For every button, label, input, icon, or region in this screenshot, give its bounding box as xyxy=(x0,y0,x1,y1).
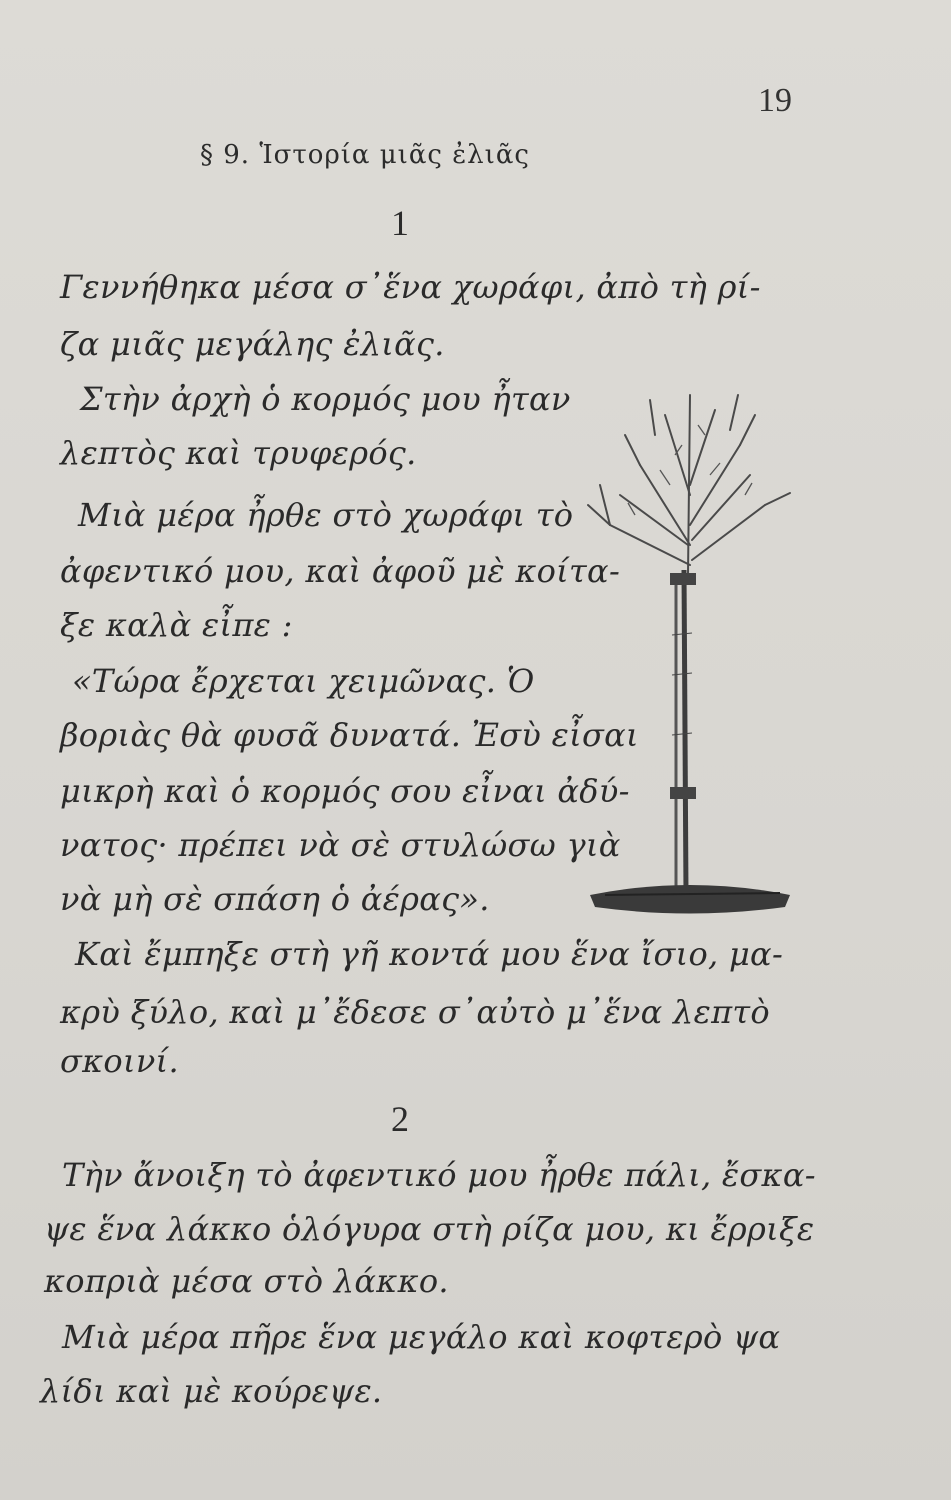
text-line: Καὶ ἔμπηξε στὴ γῆ κοντά μου ἕνα ἴσιο, μα- xyxy=(75,935,784,973)
text-line: Τὴν ἄνοιξη τὸ ἀφεντικό μου ἦρθε πάλι, ἔσκα- xyxy=(62,1156,816,1194)
text-line: ξε καλὰ εἶπε : xyxy=(60,606,293,644)
text-line: ἀφεντικό μου, καὶ ἀφοῦ μὲ κοίτα- xyxy=(60,552,621,590)
text-line: λίδι καὶ μὲ κούρεψε. xyxy=(40,1372,383,1410)
text-line: νατος· πρέπει νὰ σὲ στυλώσω γιὰ xyxy=(60,826,621,864)
page-number: 19 xyxy=(758,82,792,119)
text-line: μικρὴ καὶ ὁ κορμός σου εἶναι ἀδύ- xyxy=(60,772,630,810)
text-line: Μιὰ μέρα πῆρε ἕνα μεγάλο καὶ κοφτερὸ ψα xyxy=(62,1318,781,1356)
text-line: Γεννήθηκα μέσα σ᾽ἕνα χωράφι, ἀπὸ τὴ ρί- xyxy=(60,268,761,306)
chapter-heading: § 9. Ἱστορία μιᾶς ἐλιᾶς xyxy=(200,140,530,170)
text-line: «Τώρα ἔρχεται χειμῶνας. Ὁ xyxy=(72,662,535,700)
text-line: σκοινί. xyxy=(60,1042,179,1080)
text-line: λεπτὸς καὶ τρυφερός. xyxy=(60,434,417,472)
text-line: νὰ μὴ σὲ σπάση ὁ ἀέρας». xyxy=(60,880,490,918)
text-line: κοπριὰ μέσα στὸ λάκκο. xyxy=(44,1262,449,1300)
section-number-2: 2 xyxy=(391,1099,409,1139)
text-line: βοριὰς θὰ φυσᾶ δυνατά. Ἐσὺ εἶσαι xyxy=(60,716,639,754)
text-line: Μιὰ μέρα ἦρθε στὸ χωράφι τὸ xyxy=(78,496,574,534)
text-line: Στὴν ἀρχὴ ὁ κορμός μου ἦταν xyxy=(80,380,571,418)
section-number-1: 1 xyxy=(391,203,409,243)
text-line: ζα μιᾶς μεγάλης ἐλιᾶς. xyxy=(60,325,445,363)
olive-tree-illustration xyxy=(580,375,800,920)
text-line: ψε ἕνα λάκκο ὁλόγυρα στὴ ρίζα μου, κι ἔρριξε xyxy=(44,1210,815,1248)
text-line: κρὺ ξύλο, καὶ μ᾽ἔδεσε σ᾽αὐτὸ μ᾽ἕνα λεπτὸ xyxy=(60,993,770,1031)
